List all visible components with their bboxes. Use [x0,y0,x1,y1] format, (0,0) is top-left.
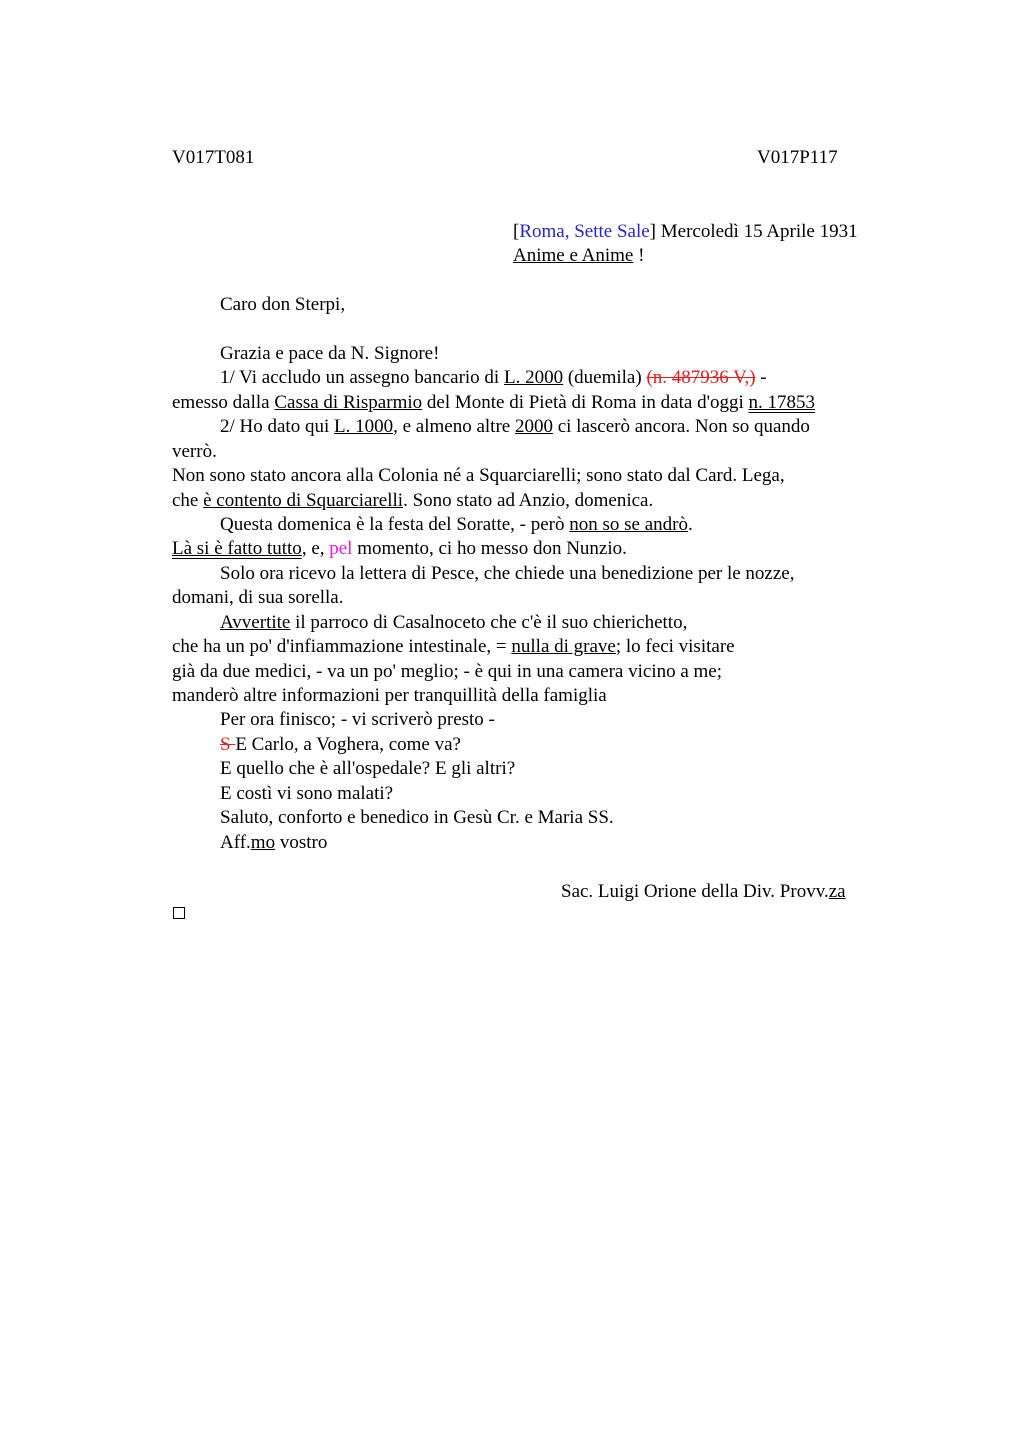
paragraph-8: S E Carlo, a Voghera, come va? [220,734,461,755]
paragraph-6-cont-1: che ha un po' d'infiammazione intestinale, = nulla di grave; lo feci visitare [172,636,735,657]
paragraph-10: E costì vi sono malati? [220,783,394,804]
paragraph-1: 1/ Vi accludo un assegno bancario di L. 2000 (duemila) (n. 487936 V,) - [220,367,767,388]
paragraph-2-cont: verrò. [172,441,217,462]
motto-line: Anime e Anime ! [513,245,645,266]
closing: Aff.mo vostro [220,832,328,853]
paragraph-2: 2/ Ho dato qui L. 1000, e almeno altre 2000 ci lascerò ancora. Non so quando [220,416,810,437]
paragraph-3-cont: che è contento di Squarciarelli. Sono stato ad Anzio, domenica. [172,490,654,511]
dateline-date: Mercoledì 15 Aprile 1931 [660,221,858,242]
signature: Sac. Luigi Orione della Div. Provv.za [561,881,846,902]
header-right-code: V017P117 [757,147,838,168]
struck-letter: S [220,734,236,755]
paragraph-3: Non sono stato ancora alla Colonia né a Squarciarelli; sono stato dal Card. Lega, [172,465,785,486]
paragraph-6: Avvertite il parroco di Casalnoceto che c'è il suo chierichetto, [220,612,688,633]
dateline-place: Roma, Sette Sale [519,221,650,242]
paragraph-7: Per ora finisco; - vi scriverò presto - [220,709,495,730]
motto: Anime e Anime [513,245,634,266]
paragraph-5: Solo ora ricevo la lettera di Pesce, che chiede una benedizione per le nozze, [220,563,795,584]
dateline: [Roma, Sette Sale] Mercoledì 15 Aprile 1931 [513,221,858,242]
paragraph-5-cont: domani, di sua sorella. [172,587,344,608]
header-left-code: V017T081 [172,147,255,168]
paragraph-4: Questa domenica è la festa del Soratte, - però non so se andrò. [220,514,693,535]
paragraph-6-cont-3: manderò altre informazioni per tranquillità della famiglia [172,685,607,706]
end-square-icon [173,907,185,919]
salutation: Grazia e pace da N. Signore! [220,343,440,364]
paragraph-11: Saluto, conforto e benedico in Gesù Cr. e Maria SS. [220,807,614,828]
paragraph-1-cont: emesso dalla Cassa di Risparmio del Monte di Pietà di Roma in data d'oggi n. 17853 [172,392,816,413]
paragraph-4-cont: Là si è fatto tutto, e, pel momento, ci ho messo don Nunzio. [172,538,627,559]
greeting: Caro don Sterpi, [220,294,346,315]
paragraph-6-cont-2: già da due medici, - va un po' meglio; - è qui in una camera vicino a me; [172,661,723,682]
struck-text: (n. 487936 V,) [646,367,756,388]
paragraph-9: E quello che è all'ospedale? E gli altri? [220,758,516,779]
